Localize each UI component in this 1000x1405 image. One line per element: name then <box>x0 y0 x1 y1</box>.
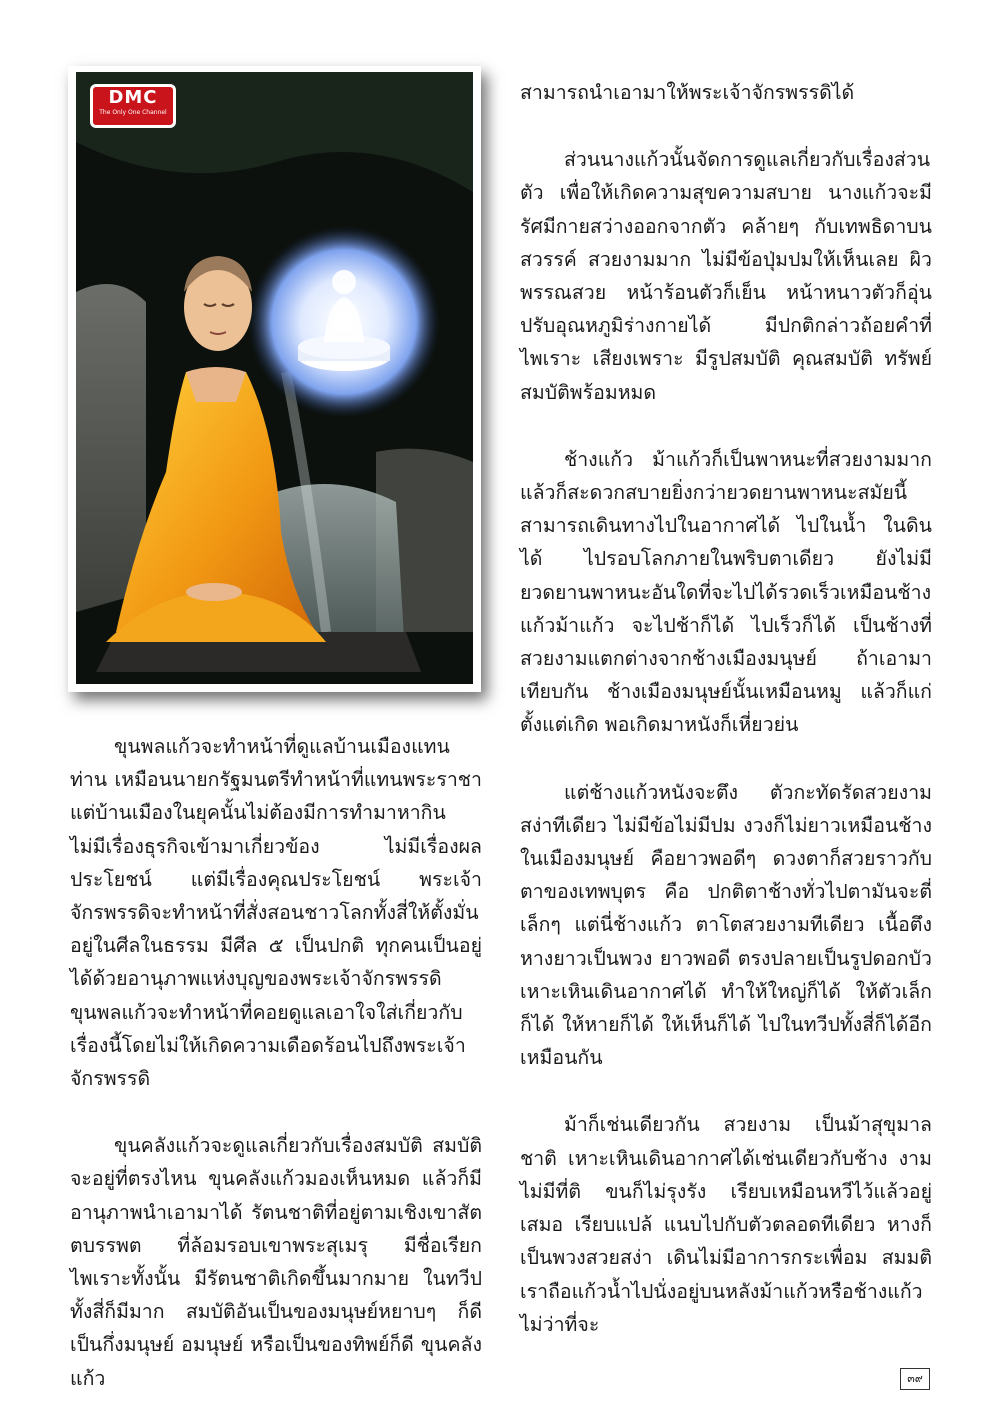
paragraph: ขุนคลังแก้วจะดูแลเกี่ยวกับเรื่องสมบัติ สมบัติจะอยู่ที่ตรงไหน ขุนคลังแก้วมองเห็นหมด แล้วก็มีอานุภาพนำเอามาได้ รัตนชาติที่อยู่ตามเชิงเขาสัตตบรรพต ที่ล้อมรอบเขาพระสุเมรุ มีชื่อเรียกไพเราะทั้งนั้น มีรัตนชาติเกิดขึ้นมากมาย ในทวีปทั้งสี่ก็มีมาก สมบัติอันเป็นของมนุษย์หยาบๆ ก็ดี เป็นกึ่งมนุษย์ อมนุษย์ หรือเป็นของทิพย์ก็ดี ขุนคลังแก้ว <box>70 1134 482 1390</box>
photo-frame <box>68 66 481 692</box>
monk-meditating-image <box>76 72 473 684</box>
paragraph: ส่วนนางแก้วนั้นจัดการดูแลเกี่ยวกับเรื่องส่วนตัว เพื่อให้เกิดความสุขความสบาย นางแก้วจะมีรัศมีกายสว่างออกจากตัว คล้ายๆ กับเทพธิดาบนสวรรค์ สวยงามมาก ไม่มีข้อปุ่มปมให้เห็นเลย ผิวพรรณสวย หน้าร้อนตัวก็เย็น หน้าหนาวตัวก็อุ่น ปรับอุณหภูมิร่างกายได้ มีปกติกล่าวถ้อยคำที่ไพเราะ เสียงเพราะ มีรูปสมบัติ คุณสมบัติ ทรัพย์สมบัติพร้อมหมด <box>520 148 932 404</box>
page-number: ๓๙ <box>900 1368 930 1390</box>
right-column <box>520 76 932 1341</box>
paragraph: ม้าก็เช่นเดียวกัน สวยงาม เป็นม้าสุขุมาลชาติ เหาะเหินเดินอากาศได้เช่นเดียวกับช้าง งามไม่มีที่ติ ขนก็ไม่รุงรัง เรียบเหมือนหวีไว้แล้วอยู่เสมอ เรียบแปล้ แนบไปกับตัวตลอดทีเดียว หางก็เป็นพวงสวยสง่า เดินไม่มีอาการกระเพื่อม สมมติเราถือแก้วน้ำไปนั่งอยู่บนหลังม้าแก้วหรือช้างแก้ว ไม่ว่าที่จะ <box>520 1113 932 1336</box>
paragraph: ช้างแก้ว ม้าแก้วก็เป็นพาหนะที่สวยงามมาก แล้วก็สะดวกสบายยิ่งกว่ายวดยานพาหนะสมัยนี้ สามารถเดินทางไปในอากาศได้ ไปในน้ำ ในดินได้ ไปรอบโลกภายในพริบตาเดียว ยังไม่มียวดยานพาหนะอันใดที่จะไปได้รวดเร็วเหมือนช้างแก้วม้าแก้ว จะไปช้าก็ได้ ไปเร็วก็ได้ เป็นช้างที่สวยงามแตกต่างจากช้างเมืองมนุษย์ ถ้าเอามาเทียบกัน ช้างเมืองมนุษย์นั้นเหมือนหมู แล้วก็แก่ตั้งแต่เกิด พอเกิดมาหนังก็เหี่ยวย่น <box>520 447 932 737</box>
paragraph-continuation: สามารถนำเอามาให้พระเจ้าจักรพรรดิได้ <box>520 81 855 104</box>
dmc-logo: DMC The Only One Channel <box>90 84 176 128</box>
paragraph: ขุนพลแก้วจะทำหน้าที่ดูแลบ้านเมืองแทนท่าน เหมือนนายกรัฐมนตรีทำหน้าที่แทนพระราชา แต่บ้านเมืองในยุคนั้นไม่ต้องมีการทำมาหากิน ไม่มีเรื่องธุรกิจเข้ามาเกี่ยวข้อง ไม่มีเรื่องผลประโยชน์ แต่มีเรื่องคุณประโยชน์ พระเจ้าจักรพรรดิจะทำหน้าที่สั่งสอนชาวโลกทั้งสี่ให้ตั้งมั่นอยู่ในศีลในธรรม มีศีล ๕ เป็นปกติ ทุกคนเป็นอยู่ได้ด้วยอานุภาพแห่งบุญของพระเจ้าจักรพรรดิ ขุนพลแก้วจะทำหน้าที่คอยดูแลเอาใจใส่เกี่ยวกับเรื่องนี้โดยไม่ให้เกิดความเดือดร้อนไปถึงพระเจ้าจักรพรรดิ <box>70 735 482 1091</box>
left-column <box>70 730 482 1395</box>
paragraph: แต่ช้างแก้วหนังจะตึง ตัวกะทัดรัดสวยงาม สง่าทีเดียว ไม่มีข้อไม่มีปม งวงก็ไม่ยาวเหมือนช้างในเมืองมนุษย์ คือยาวพอดีๆ ดวงตาก็สวยราวกับตาของเทพบุตร คือ ปกติตาช้างทั่วไปตามันจะตี่เล็กๆ แต่นี่ช้างแก้ว ตาโตสวยงามทีเดียว เนื้อตึง หางยาวเป็นพวง ยาวพอดี ตรงปลายเป็นรูปดอกบัว เหาะเหินเดินอากาศได้ ทำให้ใหญ่ก็ได้ ให้ตัวเล็กก็ได้ ให้หายก็ได้ ให้เห็นก็ได้ ไปในทวีปทั้งสี่ก็ได้อีกเหมือนกัน <box>520 780 932 1070</box>
illustration-svg <box>76 72 473 684</box>
